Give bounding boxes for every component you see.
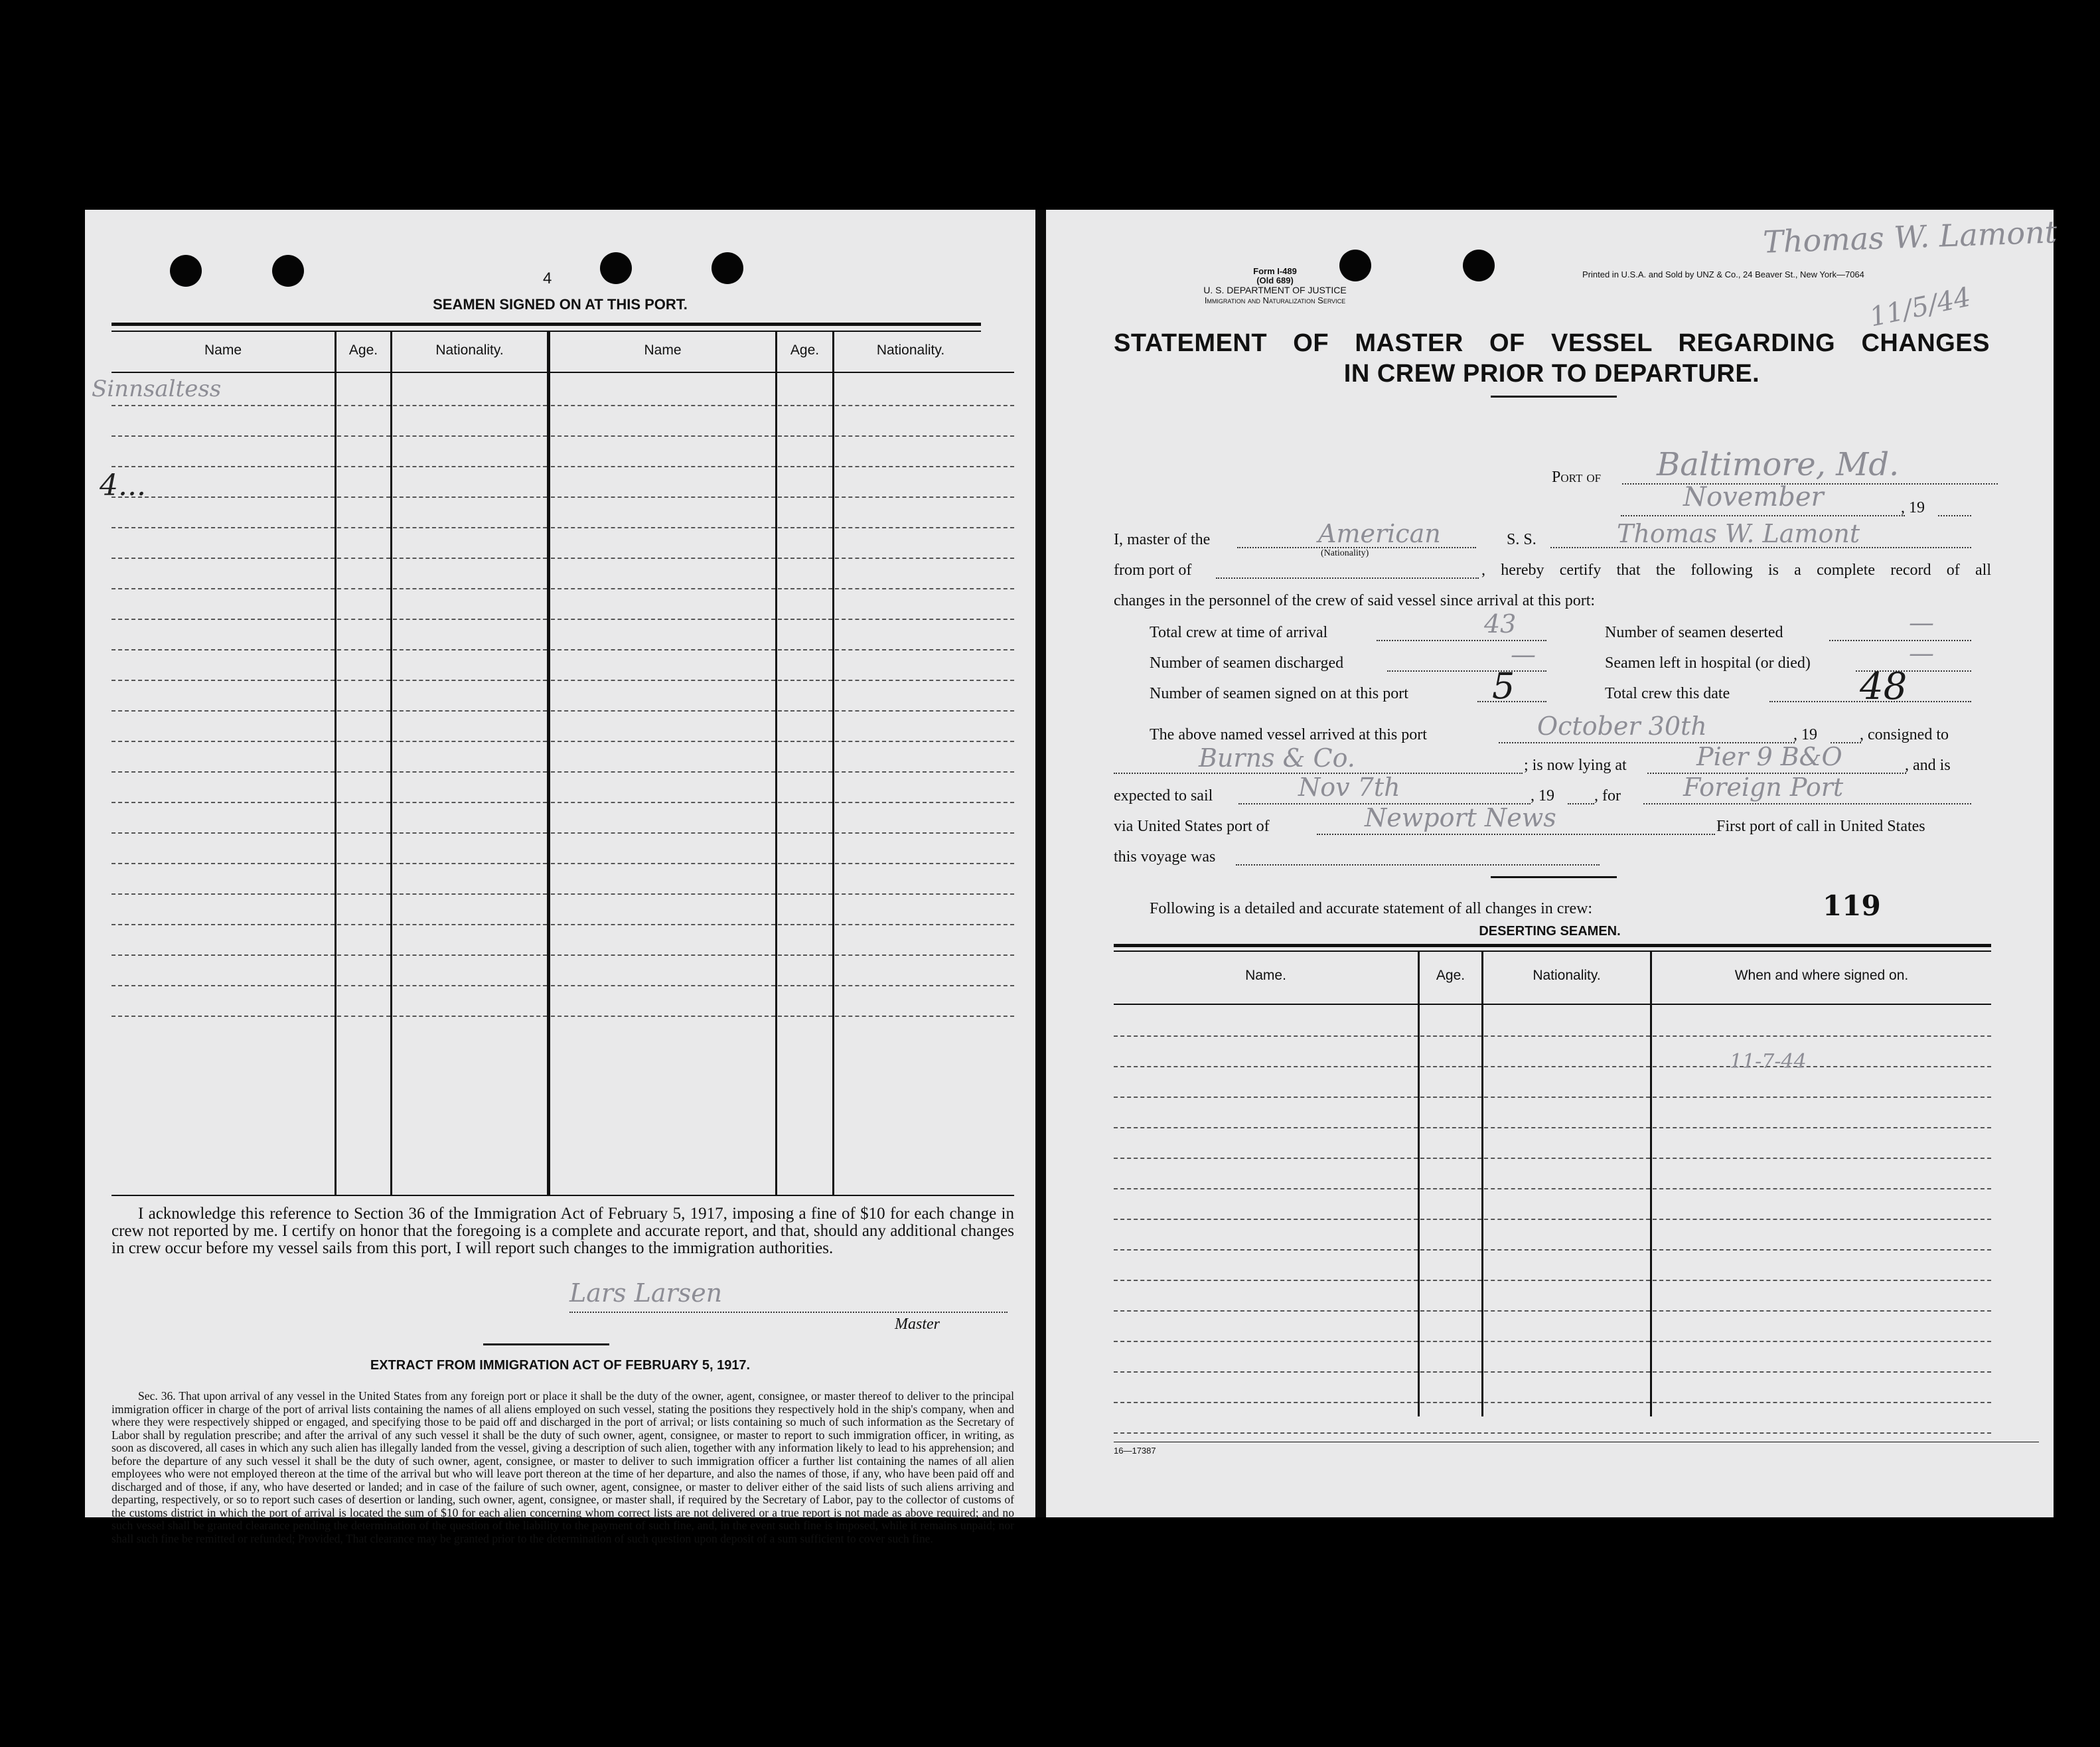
row-rule xyxy=(835,680,1014,681)
discharged-value: — xyxy=(1511,640,1536,669)
row-rule xyxy=(551,985,775,986)
signed-on-label: Number of seamen signed on at this port xyxy=(1150,685,1408,702)
row-rule xyxy=(337,985,390,986)
form-number: Form I-489 xyxy=(1253,266,1297,276)
punch-hole xyxy=(600,252,632,284)
row-rule xyxy=(778,710,832,712)
row-rule xyxy=(551,588,775,589)
row-rule xyxy=(835,1016,1014,1017)
row-rule xyxy=(778,741,832,742)
row-rule xyxy=(778,588,832,589)
row-rule xyxy=(112,863,335,864)
row-rule xyxy=(1420,1371,1481,1373)
handwritten-date: 11-7-44 xyxy=(1730,1050,1807,1073)
first-call-label: First port of call in United States xyxy=(1716,818,1925,835)
row-rule xyxy=(337,771,390,773)
row-rule xyxy=(1484,1280,1650,1281)
row-rule xyxy=(551,954,775,956)
row-rule xyxy=(1484,1310,1650,1312)
row-rule xyxy=(1420,1341,1481,1342)
master-label: Master xyxy=(895,1316,940,1333)
col-header-age: Age. xyxy=(348,342,378,358)
corner-date: 11/5/44 xyxy=(1866,281,1974,333)
row-rule xyxy=(551,832,775,834)
row-rule xyxy=(393,435,547,437)
col-header-nationality: Nationality. xyxy=(1533,968,1601,983)
expected-year-line xyxy=(1568,803,1594,804)
row-rule xyxy=(778,832,832,834)
col-header-name-2: Name xyxy=(644,342,682,358)
row-rule xyxy=(551,435,775,437)
row-rule xyxy=(393,741,547,742)
row-rule xyxy=(1114,1280,1418,1281)
row-rule xyxy=(551,710,775,712)
row-rule xyxy=(835,771,1014,773)
form-title-line1: STATEMENT OF MASTER OF VESSEL REGARDING CHANGES xyxy=(1114,329,1990,357)
consigned-label: , consigned to xyxy=(1860,726,1949,743)
row-rule xyxy=(778,893,832,895)
row-rule xyxy=(551,496,775,498)
col-header-age: Age. xyxy=(1436,968,1465,983)
row-rule xyxy=(393,619,547,620)
row-rule xyxy=(1420,1280,1481,1281)
row-rule xyxy=(778,802,832,803)
row-rule xyxy=(835,924,1014,925)
row-rule xyxy=(778,649,832,650)
row-rule xyxy=(1653,1066,1991,1067)
row-rule xyxy=(1484,1341,1650,1342)
row-rule xyxy=(1653,1158,1991,1159)
row-rule xyxy=(337,466,390,467)
row-rule xyxy=(112,680,335,681)
row-rule xyxy=(112,741,335,742)
acknowledgement-text: I acknowledge this reference to Section 36 of the Immigration Act of February 5, 1917, imposing a fine of $10 for each change in crew not reported by me. I certify on honor that the foregoing is a complete and accurate report, and that, should any additional changes in crew occur before my vessel sails from this port, I will report such changes to the immigration authorities. xyxy=(112,1205,1014,1257)
divider xyxy=(483,1343,609,1345)
row-rule xyxy=(835,558,1014,559)
row-rule xyxy=(1114,1066,1418,1067)
stamp-number: 119 xyxy=(1823,889,1881,922)
row-rule xyxy=(551,527,775,528)
total-crew-arrival-value: 43 xyxy=(1484,609,1517,639)
row-rule xyxy=(337,649,390,650)
row-rule xyxy=(1484,1158,1650,1159)
signed-on-value: 5 xyxy=(1492,665,1515,707)
total-crew-date-label: Total crew this date xyxy=(1605,685,1730,702)
corner-annotation: Thomas W. Lamont xyxy=(1762,214,2058,260)
row-rule xyxy=(551,802,775,803)
row-rule xyxy=(393,466,547,467)
row-rule xyxy=(835,588,1014,589)
row-rule xyxy=(778,527,832,528)
signature-line xyxy=(569,1312,1008,1313)
row-rule xyxy=(337,802,390,803)
row-rule xyxy=(112,588,335,589)
row-rule xyxy=(393,527,547,528)
consignee-value: Burns & Co. xyxy=(1199,743,1355,773)
row-rule xyxy=(835,985,1014,986)
row-rule xyxy=(778,863,832,864)
row-rule xyxy=(1484,1035,1650,1037)
arrived-year-label: , 19 xyxy=(1793,726,1817,743)
row-rule xyxy=(112,649,335,650)
row-rule xyxy=(835,863,1014,864)
col-header-name: Name. xyxy=(1245,968,1286,983)
row-rule xyxy=(112,893,335,895)
voyage-label: this voyage was xyxy=(1114,848,1216,866)
row-rule xyxy=(1653,1341,1991,1342)
page-gutter xyxy=(1035,210,1046,1517)
row-rule xyxy=(1114,1341,1418,1342)
expected-value: Nov 7th xyxy=(1298,773,1400,802)
punch-hole xyxy=(170,255,202,287)
ss-value: Thomas W. Lamont xyxy=(1617,519,1860,548)
department-block xyxy=(1132,285,1418,305)
row-rule xyxy=(1484,1432,1650,1434)
row-rule xyxy=(1653,1249,1991,1251)
punch-hole xyxy=(712,252,743,284)
row-rule xyxy=(337,741,390,742)
row-rule xyxy=(835,649,1014,650)
row-rule xyxy=(112,558,335,559)
date-year-label: , 19 xyxy=(1901,499,1925,516)
row-rule xyxy=(551,741,775,742)
expected-year-label: , 19 xyxy=(1531,787,1554,804)
master-signature: Lars Larsen xyxy=(569,1278,723,1308)
row-rule xyxy=(1420,1310,1481,1312)
row-rule xyxy=(393,954,547,956)
row-rule xyxy=(551,1016,775,1017)
col-header-nationality-2: Nationality. xyxy=(876,342,945,358)
row-rule xyxy=(393,405,547,406)
row-rule xyxy=(551,924,775,925)
nationality-value: American xyxy=(1318,519,1441,548)
form-old-number: (Old 689) xyxy=(1256,275,1294,285)
total-crew-date-value: 48 xyxy=(1860,665,1908,708)
col-header-when-where: When and where signed on. xyxy=(1734,968,1909,983)
master-of-label: I, master of the xyxy=(1114,531,1211,548)
row-rule xyxy=(393,649,547,650)
row-rule xyxy=(835,435,1014,437)
row-rule xyxy=(778,496,832,498)
deserting-title: DESERTING SEAMEN. xyxy=(1479,924,1621,939)
arrived-value: October 30th xyxy=(1537,712,1707,741)
row-rule xyxy=(551,466,775,467)
for-line xyxy=(1643,803,1971,804)
col-header-nationality: Nationality. xyxy=(435,342,504,358)
row-rule xyxy=(393,893,547,895)
col-header-age-2: Age. xyxy=(790,342,820,358)
row-rule xyxy=(1114,1432,1418,1434)
row-rule xyxy=(112,802,335,803)
row-rule xyxy=(337,435,390,437)
certify-text: , hereby certify that the following is a complete record of all xyxy=(1481,562,1991,579)
extract-title: EXTRACT FROM IMMIGRATION ACT OF FEBRUARY 5, 1917. xyxy=(370,1358,751,1373)
arrived-label: The above named vessel arrived at this port xyxy=(1150,726,1427,743)
row-rule xyxy=(1420,1249,1481,1251)
via-label: via United States port of xyxy=(1114,818,1270,835)
row-rule xyxy=(551,863,775,864)
row-rule xyxy=(1653,1371,1991,1373)
page-title: SEAMEN SIGNED ON AT THIS PORT. xyxy=(433,296,688,313)
row-rule xyxy=(551,619,775,620)
row-rule xyxy=(778,466,832,467)
row-rule xyxy=(337,832,390,834)
row-rule xyxy=(393,558,547,559)
form-title-line2: IN CREW PRIOR TO DEPARTURE. xyxy=(1343,360,1760,388)
lying-label: ; is now lying at xyxy=(1524,757,1627,774)
row-rule xyxy=(393,710,547,712)
row-rule xyxy=(551,558,775,559)
row-rule xyxy=(1653,1310,1991,1312)
deserted-line xyxy=(1829,640,1971,641)
voyage-line xyxy=(1236,864,1600,866)
row-rule xyxy=(778,558,832,559)
hospital-label: Seamen left in hospital (or died) xyxy=(1605,654,1811,672)
punch-hole xyxy=(272,255,304,287)
row-rule xyxy=(112,985,335,986)
row-rule xyxy=(1420,1066,1481,1067)
row-rule xyxy=(778,680,832,681)
row-rule xyxy=(337,893,390,895)
service: Immigration and Naturalization Service xyxy=(1204,295,1346,305)
row-rule xyxy=(1114,1188,1418,1189)
divider xyxy=(1491,876,1617,878)
row-rule xyxy=(1653,1432,1991,1434)
row-rule xyxy=(835,802,1014,803)
port-value: Baltimore, Md. xyxy=(1657,446,1900,483)
lying-suffix: , and is xyxy=(1905,757,1951,774)
row-rule xyxy=(1484,1402,1650,1403)
extract-text: Sec. 36. That upon arrival of any vessel in the United States from any foreign port or place it shall be the duty of the owner, agent, consignee, or master thereof to deliver to the principal immigration officer in charge of the port of arrival lists containing the names of all aliens employed on such vessel, stating the positions they respectively hold in the ship's company, when and where they were respectively shipped or engaged, and specifying those to be paid off and discharged in the port of arrival; or lists containing so much of such information as the Secretary of Labor shall by regulation prescribe; and after the arrival of any such vessel it shall be the duty of such owner, agent, consignee, or master to report to such immigration officer, in writing, as soon as discovered, all cases in which any such alien has illegally landed from the vessel, giving a description of such alien, together with any information likely to lead to his apprehension; and before the departure of any such vessel it shall be the duty of such owner, agent, consignee, or master to deliver to such immigration officer a further list containing the names of all alien employees who were not employed thereon at the time of the arrival but who will leave port thereon at the time of her departure, and also the names of those, if any, who have been paid off and discharged and of those, if any, who have deserted or landed; and in case of the failure of such owner, agent, consignee, or master to deliver either of the said lists of such aliens arriving and departing, respectively, or so to report such cases of desertion or landing, such owner, agent, consignee, or master shall, if required by the Secretary of Labor, pay to the collector of customs of the customs district in which the port of arrival is located the sum of $10 for each alien concerning whom correct lists are not delivered or a true report is not made as above required; and no such vessel shall be granted clearance pending the determination of the question of the liability to the payment of such fine, and, in the event such fine is imposed, while it remains unpaid; nor shall such fine be remitted or refunded; Provided, That clearance may be granted prior to the determination of such question upon deposit of a sum sufficient to cover such fine. xyxy=(112,1389,1014,1545)
via-line xyxy=(1317,834,1715,835)
for-value: Foreign Port xyxy=(1683,773,1844,802)
footer-code: 16—17387 xyxy=(1114,1446,1156,1456)
row-rule xyxy=(1420,1127,1481,1128)
handwritten-entry: 4... xyxy=(100,469,146,502)
row-rule xyxy=(112,832,335,834)
row-rule xyxy=(1420,1432,1481,1434)
row-rule xyxy=(778,771,832,773)
row-rule xyxy=(551,680,775,681)
port-of-label: Port of xyxy=(1552,469,1602,486)
row-rule xyxy=(778,1016,832,1017)
hospital-value: — xyxy=(1909,639,1934,668)
row-rule xyxy=(835,496,1014,498)
row-rule xyxy=(835,710,1014,712)
date-line xyxy=(1621,515,1905,516)
row-rule xyxy=(337,527,390,528)
row-rule xyxy=(337,405,390,406)
row-rule xyxy=(393,588,547,589)
row-rule xyxy=(112,954,335,956)
from-port-label: from port of xyxy=(1114,562,1192,579)
row-rule xyxy=(1484,1097,1650,1098)
changes-text: changes in the personnel of the crew of said vessel since arrival at this port: xyxy=(1114,592,1596,609)
row-rule xyxy=(1484,1066,1650,1067)
row-rule xyxy=(393,680,547,681)
department: U. S. DEPARTMENT OF JUSTICE xyxy=(1203,285,1347,295)
row-rule xyxy=(112,619,335,620)
row-rule xyxy=(778,619,832,620)
row-rule xyxy=(1114,1127,1418,1128)
row-rule xyxy=(393,924,547,925)
date-value: November xyxy=(1683,482,1824,512)
row-rule xyxy=(337,588,390,589)
row-rule xyxy=(337,710,390,712)
from-port-line xyxy=(1216,577,1479,579)
row-rule xyxy=(337,680,390,681)
row-rule xyxy=(393,832,547,834)
row-rule xyxy=(337,496,390,498)
row-rule xyxy=(835,893,1014,895)
row-rule xyxy=(778,405,832,406)
row-rule xyxy=(1420,1188,1481,1189)
year-line xyxy=(1938,515,1971,516)
row-rule xyxy=(551,649,775,650)
row-rule xyxy=(1653,1188,1991,1189)
row-rule xyxy=(1114,1158,1418,1159)
row-rule xyxy=(393,1016,547,1017)
deserted-label: Number of seamen deserted xyxy=(1605,624,1783,641)
row-rule xyxy=(835,405,1014,406)
row-rule xyxy=(835,527,1014,528)
row-rule xyxy=(393,802,547,803)
row-rule xyxy=(1653,1402,1991,1403)
discharged-label: Number of seamen discharged xyxy=(1150,654,1344,672)
via-value: Newport News xyxy=(1365,803,1556,832)
row-rule xyxy=(778,435,832,437)
row-rule xyxy=(393,496,547,498)
page-number: 4 xyxy=(543,269,552,287)
row-rule xyxy=(112,527,335,528)
row-rule xyxy=(1420,1402,1481,1403)
row-rule xyxy=(337,863,390,864)
row-rule xyxy=(393,985,547,986)
row-rule xyxy=(337,558,390,559)
row-rule xyxy=(1653,1035,1991,1037)
row-rule xyxy=(835,466,1014,467)
row-rule xyxy=(778,924,832,925)
row-rule xyxy=(1653,1219,1991,1220)
total-crew-arrival-label: Total crew at time of arrival xyxy=(1150,624,1328,641)
title-underline xyxy=(1491,396,1617,398)
row-rule xyxy=(1420,1219,1481,1220)
row-rule xyxy=(393,863,547,864)
lying-value: Pier 9 B&O xyxy=(1696,742,1842,771)
form-id xyxy=(1199,267,1351,285)
row-rule xyxy=(337,954,390,956)
row-rule xyxy=(551,771,775,773)
row-rule xyxy=(1653,1097,1991,1098)
row-rule xyxy=(112,924,335,925)
row-rule xyxy=(393,771,547,773)
row-rule xyxy=(112,771,335,773)
row-rule xyxy=(337,1016,390,1017)
row-rule xyxy=(835,619,1014,620)
row-rule xyxy=(1114,1035,1418,1037)
row-rule xyxy=(1114,1371,1418,1373)
row-rule xyxy=(551,893,775,895)
row-rule xyxy=(112,435,335,437)
row-rule xyxy=(1114,1219,1418,1220)
row-rule xyxy=(778,985,832,986)
row-rule xyxy=(1420,1158,1481,1159)
discharged-line xyxy=(1387,670,1546,672)
row-rule xyxy=(337,619,390,620)
row-rule xyxy=(1653,1280,1991,1281)
row-rule xyxy=(1114,1097,1418,1098)
printer-imprint: Printed in U.S.A. and Sold by UNZ & Co., 24 Beaver St., New York—7064 xyxy=(1582,269,1864,279)
row-rule xyxy=(1114,1310,1418,1312)
row-rule xyxy=(112,466,335,467)
punch-hole xyxy=(1463,250,1495,281)
row-rule xyxy=(835,954,1014,956)
row-rule xyxy=(1420,1097,1481,1098)
ss-label: S. S. xyxy=(1507,531,1537,548)
for-label: , for xyxy=(1594,787,1621,804)
row-rule xyxy=(1484,1219,1650,1220)
row-rule xyxy=(1653,1127,1991,1128)
row-rule xyxy=(1484,1127,1650,1128)
row-rule xyxy=(1484,1188,1650,1189)
row-rule xyxy=(112,710,335,712)
handwritten-entry: Sinnsaltess xyxy=(92,376,222,402)
row-rule xyxy=(1420,1035,1481,1037)
row-rule xyxy=(835,741,1014,742)
right-page xyxy=(1046,210,2058,1517)
following-text: Following is a detailed and accurate statement of all changes in crew: xyxy=(1150,900,1593,917)
row-rule xyxy=(835,832,1014,834)
row-rule xyxy=(112,1016,335,1017)
row-rule xyxy=(1114,1249,1418,1251)
row-rule xyxy=(1484,1371,1650,1373)
col-header-name: Name xyxy=(204,342,242,358)
row-rule xyxy=(778,954,832,956)
row-rule xyxy=(112,405,335,406)
deserted-value: — xyxy=(1909,608,1934,637)
expected-label: expected to sail xyxy=(1114,787,1213,804)
nationality-caption: (Nationality) xyxy=(1321,548,1369,558)
row-rule xyxy=(337,924,390,925)
row-rule xyxy=(551,405,775,406)
left-page xyxy=(85,210,1035,1545)
row-rule xyxy=(1114,1402,1418,1403)
row-rule xyxy=(1484,1249,1650,1251)
